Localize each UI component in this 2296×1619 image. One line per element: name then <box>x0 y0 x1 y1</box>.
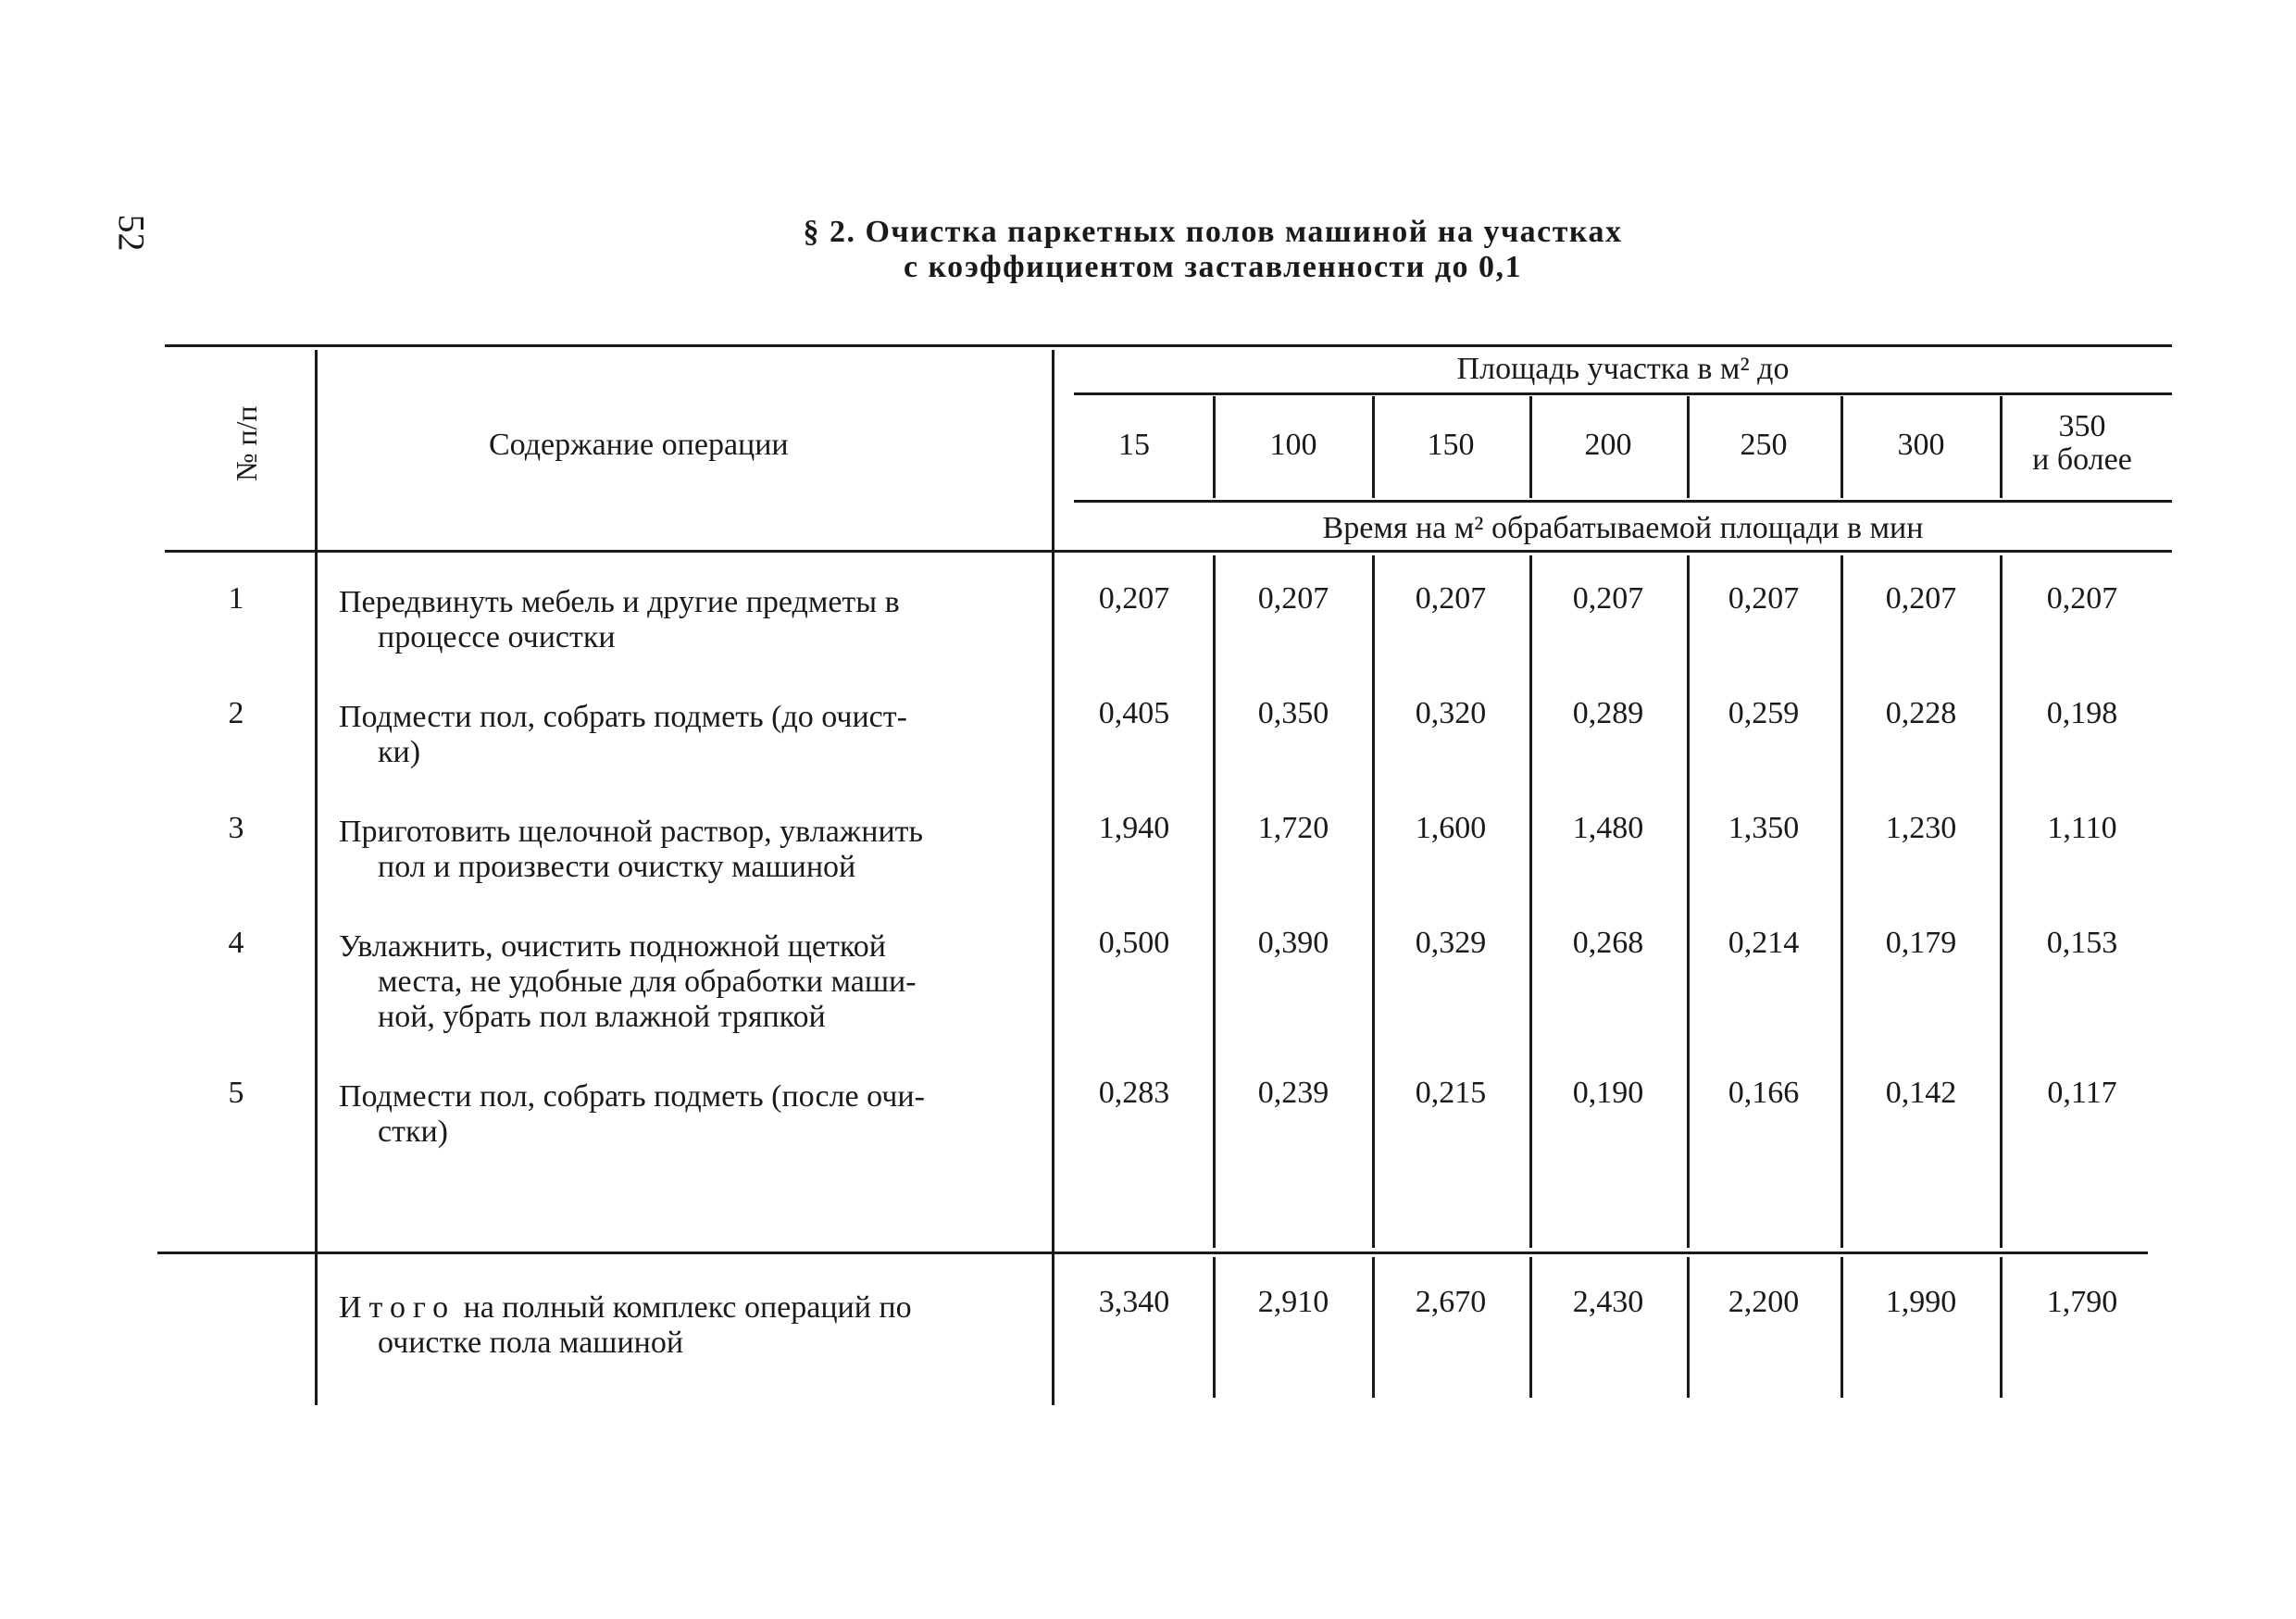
value-cell: 0,198 <box>2046 696 2118 730</box>
body-rule-5 <box>1841 555 1843 1248</box>
total-rule-4 <box>1687 1257 1690 1398</box>
col-rule-num <box>315 350 318 1405</box>
area-group-rule <box>1074 392 2172 395</box>
col-header-150: 150 <box>1427 428 1475 462</box>
row-number: 4 <box>228 926 244 960</box>
total-value: 2,910 <box>1257 1285 1329 1319</box>
op-line1: Передвинуть мебель и другие предметы в <box>339 585 900 619</box>
total-rule-6 <box>2000 1257 2003 1398</box>
value-cell: 0,117 <box>2047 1076 2117 1110</box>
op-line1: Приготовить щелочной раствор, увлажнить <box>339 815 924 849</box>
op-line2: ки) <box>378 735 421 769</box>
value-cell: 0,207 <box>1885 581 1957 616</box>
value-cell: 1,110 <box>2047 811 2117 845</box>
total-rule-3 <box>1529 1257 1532 1398</box>
section-title-line2: с коэффициентом заставленности до 0,1 <box>903 250 1523 284</box>
value-cell: 0,190 <box>1572 1076 1644 1110</box>
operation-column-header: Содержание операции <box>489 428 789 462</box>
value-cell: 0,500 <box>1098 926 1170 960</box>
value-cell: 1,600 <box>1415 811 1487 845</box>
total-top-rule <box>157 1252 2148 1254</box>
value-cell: 1,720 <box>1257 811 1329 845</box>
row-operation <box>339 585 1041 655</box>
value-cell: 0,215 <box>1415 1076 1487 1110</box>
op-line1: Увлажнить, очистить подножной щеткой <box>339 929 886 964</box>
num-column-header: № п/п <box>230 405 263 481</box>
value-cell: 1,350 <box>1728 811 1800 845</box>
row-operation <box>339 1079 1041 1150</box>
total-value: 2,670 <box>1415 1285 1487 1319</box>
col-header-15: 15 <box>1118 428 1150 462</box>
col-rule-6 <box>2000 396 2003 498</box>
op-line2: стки) <box>378 1115 448 1149</box>
value-cell: 0,142 <box>1885 1076 1957 1110</box>
col-header-250: 250 <box>1740 428 1788 462</box>
section-title <box>518 215 1907 285</box>
value-cell: 0,207 <box>1572 581 1644 616</box>
total-label-line2: очистке пола машиной <box>378 1326 684 1360</box>
total-label-rest: на полный комплекс операций по <box>455 1290 912 1325</box>
row-number: 3 <box>228 811 244 845</box>
total-value: 2,200 <box>1728 1285 1800 1319</box>
total-rule-5 <box>1841 1257 1843 1398</box>
row-operation <box>339 815 1041 885</box>
value-cell: 0,320 <box>1415 696 1487 730</box>
op-line2: процессе очистки <box>378 620 616 654</box>
row-number: 5 <box>228 1076 244 1110</box>
header-bottom-rule <box>165 550 2172 553</box>
value-cell: 0,207 <box>2046 581 2118 616</box>
op-line2: пол и произвести очистку машиной <box>378 850 856 884</box>
total-label-word: Итого <box>339 1290 456 1325</box>
value-cell: 1,940 <box>1098 811 1170 845</box>
body-rule-3 <box>1529 555 1532 1248</box>
row-number: 1 <box>228 581 244 616</box>
value-cell: 0,329 <box>1415 926 1487 960</box>
body-rule-2 <box>1372 555 1375 1248</box>
value-cell: 0,228 <box>1885 696 1957 730</box>
op-line3: ной, убрать пол влажной тряпкой <box>378 1000 826 1034</box>
op-line1: Подмести пол, собрать подметь (до очист- <box>339 700 907 734</box>
col-header-350: 350 <box>2058 409 2106 443</box>
value-cell: 0,153 <box>2046 926 2118 960</box>
value-cell: 0,166 <box>1728 1076 1800 1110</box>
value-cell: 0,207 <box>1728 581 1800 616</box>
row-operation <box>339 929 1041 1035</box>
body-rule-1 <box>1213 555 1216 1248</box>
value-cell: 0,207 <box>1098 581 1170 616</box>
value-cell: 0,289 <box>1572 696 1644 730</box>
value-cell: 0,214 <box>1728 926 1800 960</box>
total-value: 2,430 <box>1572 1285 1644 1319</box>
col-header-300: 300 <box>1897 428 1945 462</box>
value-cell: 0,405 <box>1098 696 1170 730</box>
body-rule-4 <box>1687 555 1690 1248</box>
time-group-rule <box>1074 500 2172 503</box>
area-group-header: Площадь участка в м² до <box>1456 352 1790 386</box>
col-header-200: 200 <box>1584 428 1632 462</box>
value-cell: 0,179 <box>1885 926 1957 960</box>
op-line1: Подмести пол, собрать подметь (после очи- <box>339 1079 925 1114</box>
value-cell: 0,390 <box>1257 926 1329 960</box>
row-operation <box>339 700 1041 770</box>
total-value: 1,990 <box>1885 1285 1957 1319</box>
value-cell: 0,207 <box>1257 581 1329 616</box>
op-line2: места, не удобные для обработки маши- <box>378 965 917 999</box>
value-cell: 1,480 <box>1572 811 1644 845</box>
col-rule-op <box>1052 350 1054 1405</box>
page-number: 52 <box>110 214 153 252</box>
total-rule-2 <box>1372 1257 1375 1398</box>
value-cell: 0,350 <box>1257 696 1329 730</box>
value-cell: 0,259 <box>1728 696 1800 730</box>
value-cell: 1,230 <box>1885 811 1957 845</box>
col-header-350-sub: и более <box>2032 442 2132 477</box>
table-top-rule <box>165 344 2172 347</box>
total-value: 3,340 <box>1098 1285 1170 1319</box>
total-rule-1 <box>1213 1257 1216 1398</box>
total-value: 1,790 <box>2046 1285 2118 1319</box>
value-cell: 0,268 <box>1572 926 1644 960</box>
value-cell: 0,239 <box>1257 1076 1329 1110</box>
body-rule-6 <box>2000 555 2003 1248</box>
col-header-100: 100 <box>1269 428 1317 462</box>
total-label <box>339 1290 1041 1361</box>
time-group-header: Время на м² обрабатываемой площади в мин <box>1322 511 1924 545</box>
value-cell: 0,207 <box>1415 581 1487 616</box>
value-cell: 0,283 <box>1098 1076 1170 1110</box>
section-title-line1: § 2. Очистка паркетных полов машиной на участках <box>803 215 1623 249</box>
row-number: 2 <box>228 696 244 730</box>
